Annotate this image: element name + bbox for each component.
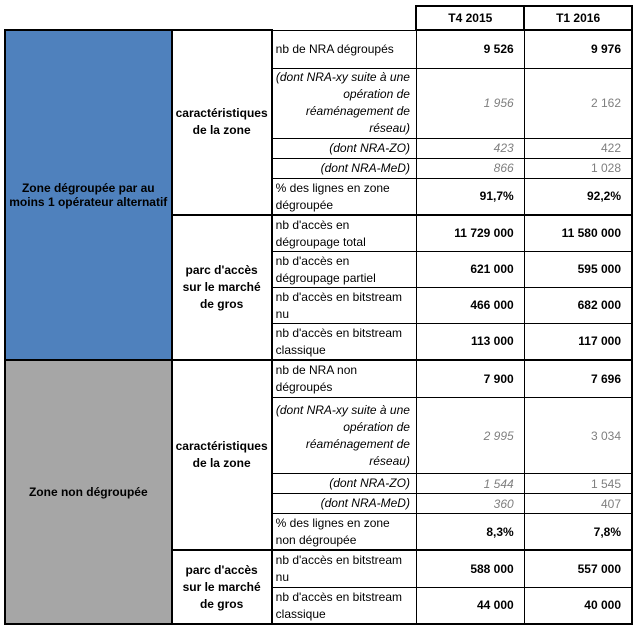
zone-label-degroupee: Zone dégroupée par au moins 1 opérateur alternatif (5, 30, 172, 360)
value-t1-2016: 3 034 (524, 398, 632, 474)
row-label: nb de NRA dégroupés (272, 30, 417, 68)
blank-cell (272, 6, 417, 30)
value-t4-2015: 8,3% (416, 514, 524, 551)
value-t1-2016: 9 976 (524, 30, 632, 68)
value-t1-2016: 557 000 (524, 550, 632, 587)
row-label: (dont NRA-ZO) (272, 474, 417, 494)
value-t1-2016: 1 545 (524, 474, 632, 494)
value-t4-2015: 588 000 (416, 550, 524, 587)
blank-cell (172, 6, 272, 30)
category-label: parc d'accès sur le marché de gros (172, 550, 272, 624)
row-label: nb d'accès en bitstream nu (272, 550, 417, 587)
value-t4-2015: 1 956 (416, 68, 524, 138)
value-t1-2016: 92,2% (524, 178, 632, 215)
row-label: nb d'accès en dégroupage partiel (272, 251, 417, 287)
blank-cell (5, 6, 172, 30)
column-header-t4-2015: T4 2015 (416, 6, 524, 30)
row-label: (dont NRA-ZO) (272, 138, 417, 158)
table-row (5, 30, 632, 68)
value-t1-2016: 40 000 (524, 587, 632, 624)
value-t1-2016: 422 (524, 138, 632, 158)
value-t4-2015: 44 000 (416, 587, 524, 624)
table-row (5, 360, 632, 398)
value-t4-2015: 1 544 (416, 474, 524, 494)
row-label: nb d'accès en dégroupage total (272, 215, 417, 252)
value-t4-2015: 360 (416, 494, 524, 514)
value-t4-2015: 2 995 (416, 398, 524, 474)
value-t4-2015: 11 729 000 (416, 215, 524, 252)
value-t1-2016: 2 162 (524, 68, 632, 138)
value-t4-2015: 621 000 (416, 251, 524, 287)
value-t1-2016: 407 (524, 494, 632, 514)
row-label: (dont NRA-MeD) (272, 494, 417, 514)
row-label: % des lignes en zone dégroupée (272, 178, 417, 215)
column-header-t1-2016: T1 2016 (524, 6, 632, 30)
value-t1-2016: 7 696 (524, 360, 632, 398)
value-t1-2016: 682 000 (524, 287, 632, 323)
value-t4-2015: 466 000 (416, 287, 524, 323)
nra-table (4, 5, 633, 625)
category-label: parc d'accès sur le marché de gros (172, 215, 272, 360)
value-t4-2015: 91,7% (416, 178, 524, 215)
row-label: (dont NRA-xy suite à une opération de réaménagement de réseau) (272, 398, 417, 474)
value-t4-2015: 113 000 (416, 323, 524, 360)
zone-label-non-degroupee: Zone non dégroupée (5, 360, 172, 625)
value-t1-2016: 117 000 (524, 323, 632, 360)
row-label: nb d'accès en bitstream nu (272, 287, 417, 323)
value-t1-2016: 7,8% (524, 514, 632, 551)
value-t4-2015: 7 900 (416, 360, 524, 398)
value-t1-2016: 11 580 000 (524, 215, 632, 252)
row-label: nb d'accès en bitstream classique (272, 587, 417, 624)
category-label: caractéristiques de la zone (172, 360, 272, 551)
row-label: (dont NRA-xy suite à une opération de réaménagement de réseau) (272, 68, 417, 138)
value-t1-2016: 1 028 (524, 158, 632, 178)
value-t4-2015: 866 (416, 158, 524, 178)
row-label: nb de NRA non dégroupés (272, 360, 417, 398)
row-label: nb d'accès en bitstream classique (272, 323, 417, 360)
value-t4-2015: 423 (416, 138, 524, 158)
value-t1-2016: 595 000 (524, 251, 632, 287)
row-label: % des lignes en zone non dégroupée (272, 514, 417, 551)
row-label: (dont NRA-MeD) (272, 158, 417, 178)
value-t4-2015: 9 526 (416, 30, 524, 68)
header-row (5, 6, 632, 30)
category-label: caractéristiques de la zone (172, 30, 272, 215)
